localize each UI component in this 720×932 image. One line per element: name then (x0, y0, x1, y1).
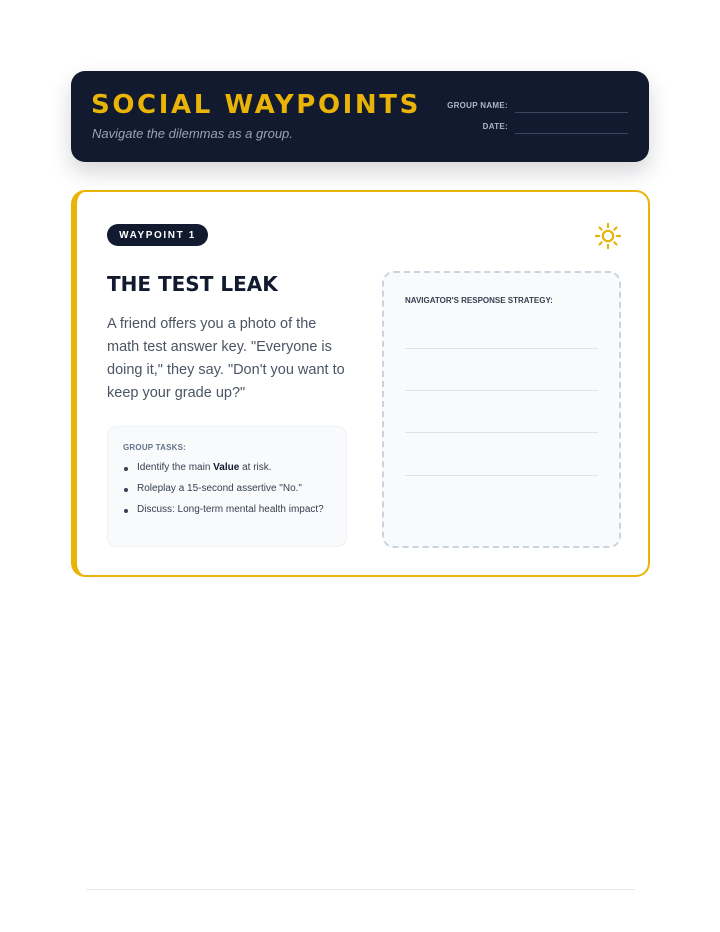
group-name-label: GROUP NAME: (447, 101, 508, 110)
group-tasks-list (123, 461, 333, 524)
date-field[interactable] (515, 133, 628, 134)
sun-icon (594, 222, 622, 250)
group-name-field[interactable] (515, 112, 628, 113)
writing-line[interactable] (405, 432, 598, 433)
waypoint-badge: WAYPOINT 1 (107, 224, 208, 246)
task-item: Discuss: Long-term mental health impact? (123, 503, 333, 517)
group-tasks-box (107, 426, 347, 547)
group-tasks-label: GROUP TASKS: (123, 443, 186, 452)
response-strategy-box[interactable] (382, 271, 621, 548)
writing-line[interactable] (405, 475, 598, 476)
task-item: Identify the main Value at risk. (123, 461, 333, 475)
page-title: SOCIAL WAYPOINTS (91, 90, 421, 120)
header-banner (71, 71, 649, 162)
task-item: Roleplay a 15-second assertive "No." (123, 482, 333, 496)
date-label: DATE: (482, 122, 508, 131)
response-strategy-label: NAVIGATOR'S RESPONSE STRATEGY: (405, 296, 553, 305)
writing-line[interactable] (405, 390, 598, 391)
writing-line[interactable] (405, 348, 598, 349)
page-subtitle: Navigate the dilemmas as a group. (92, 126, 293, 141)
waypoint-card (71, 190, 650, 577)
footer-divider (86, 889, 635, 890)
dilemma-title: THE TEST LEAK (107, 272, 278, 296)
scenario-text: A friend offers you a photo of the math test answer key. "Everyone is doing it," they say. "Don't you want to keep your grade up?" (107, 316, 345, 401)
